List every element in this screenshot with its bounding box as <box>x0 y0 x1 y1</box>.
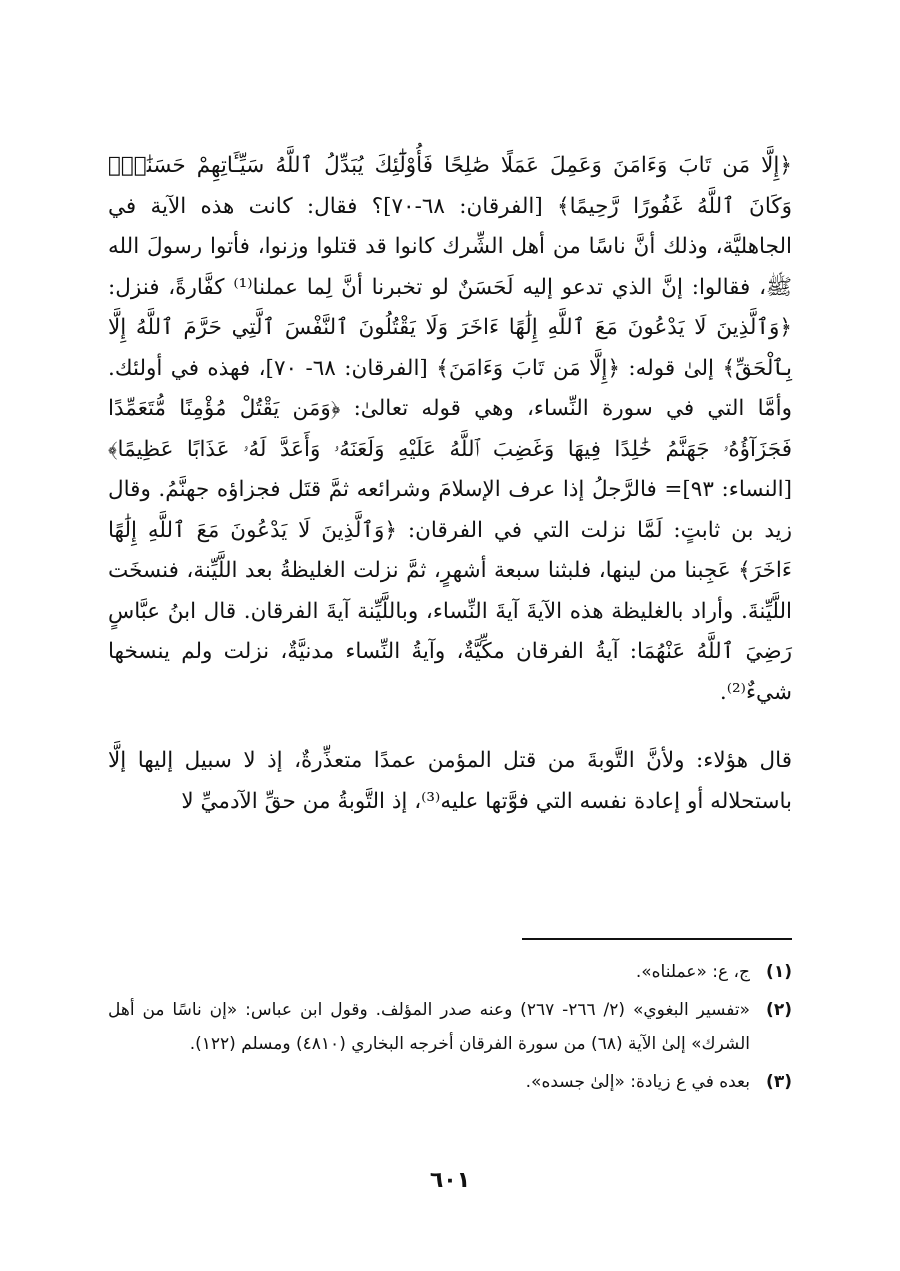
footnote-1 <box>108 955 792 989</box>
footnote-separator <box>522 938 792 940</box>
footnote-text: ج، ع: «عملناه». <box>635 962 750 982</box>
page-number: ٦٠١ <box>429 1168 471 1193</box>
footnote-3 <box>108 1065 792 1099</box>
footnotes <box>108 955 792 1103</box>
footnote-text: بعده في ع زيادة: «إلىٰ جسده». <box>525 1072 750 1092</box>
footnote-number: (٢) <box>766 1000 792 1020</box>
paragraph-2: قال هؤلاء: ولأنَّ التَّوبةَ من قتل المؤمن عمدًا متعذِّرةٌ، إذ لا سبيل إليها إلَّا باستحلاله أو إعادة نفسه التي فوَّتها عليه⁽³⁾، إذ التَّوبةُ من حقِّ الآدميِّ لا <box>108 748 792 814</box>
main-text <box>108 146 792 822</box>
footnote-2 <box>108 993 792 1061</box>
footnote-number: (١) <box>766 962 792 982</box>
footnote-number: (٣) <box>766 1072 792 1092</box>
paragraph-1: ﴿إِلَّا مَن تَابَ وَءَامَنَ وَعَمِلَ عَمَلًا صَٰلِحًا فَأُوْلَٰٓئِكَ يُبَدِّلُ ٱللَّهُ سَيِّـَٔاتِهِمْ حَسَنَٰتٍۗ وَكَانَ ٱللَّهُ غَفُورًا رَّحِيمًا﴾ [الفرقان: ٦٨-٧٠]؟ فقال: كانت هذه الآية في الجاهليَّة، وذلك أنَّ ناسًا من أهل الشِّرك كانوا قد قتلوا وزنوا، فأتوا رسولَ الله ﷺ، فقالوا: إنَّ الذي تدعو إليه لَحَسَنٌ لو تخبرنا أنَّ لِما عملنا⁽¹⁾ كفَّارةً، فنزل: ﴿وَٱلَّذِينَ لَا يَدْعُونَ مَعَ ٱللَّهِ إِلَٰهًا ءَاخَرَ وَلَا يَقْتُلُونَ ٱلنَّفْسَ ٱلَّتِي حَرَّمَ ٱللَّهُ إِلَّا بِٱلْحَقِّ﴾ إلىٰ قوله: ﴿إِلَّا مَن تَابَ وَءَامَنَ﴾ [الفرقان: ٦٨- ٧٠]، فهذه في أولئك. وأمَّا التي في سورة النِّساء، وهي قوله تعالىٰ: ﴿وَمَن يَقْتُلْ مُؤْمِنًا مُّتَعَمِّدًا فَجَزَآؤُهُۥ جَهَنَّمُ خَٰلِدًا فِيهَا وَغَضِبَ ٱللَّهُ عَلَيْهِ وَلَعَنَهُۥ وَأَعَدَّ لَهُۥ عَذَابًا عَظِيمًا﴾ [النساء: ٩٣]= فالرَّجلُ إذا عرف الإسلامَ وشرائعه ثمَّ قتَل فجزاؤه جهنَّمُ. وقال زيد بن ثابتٍ: لَمَّا نزلت التي في الفرقان: ﴿وَٱلَّذِينَ لَا يَدْعُونَ مَعَ ٱللَّهِ إِلَٰهًا ءَاخَرَ﴾ عَجِبنا من لينها، فلبثنا سبعة أشهرٍ، ثمَّ نزلت الغليظةُ بعد اللَّيِّنة، فنسخَت اللَّيِّنةَ. وأراد بالغليظة هذه الآيةَ آيةَ النِّساء، وباللَّيِّنة آيةَ الفرقان. قال ابنُ عبَّاسٍ رَضِيَ ٱللَّهُ عَنْهُمَا: آيةُ الفرقان مكِّيَّةٌ، وآيةُ النِّساء مدنيَّةٌ، نزلت ولم ينسخها شيءٌ⁽²⁾. <box>108 153 792 705</box>
footnote-text: «تفسير البغوي» (٢/ ٢٦٦- ٢٦٧) وعنه صدر المؤلف. وقول ابن عباس: «إن ناسًا من أهل الشرك» إلىٰ الآية (٦٨) من سورة الفرقان أخرجه البخاري (٤٨١٠) ومسلم (١٢٢). <box>108 1000 750 1054</box>
